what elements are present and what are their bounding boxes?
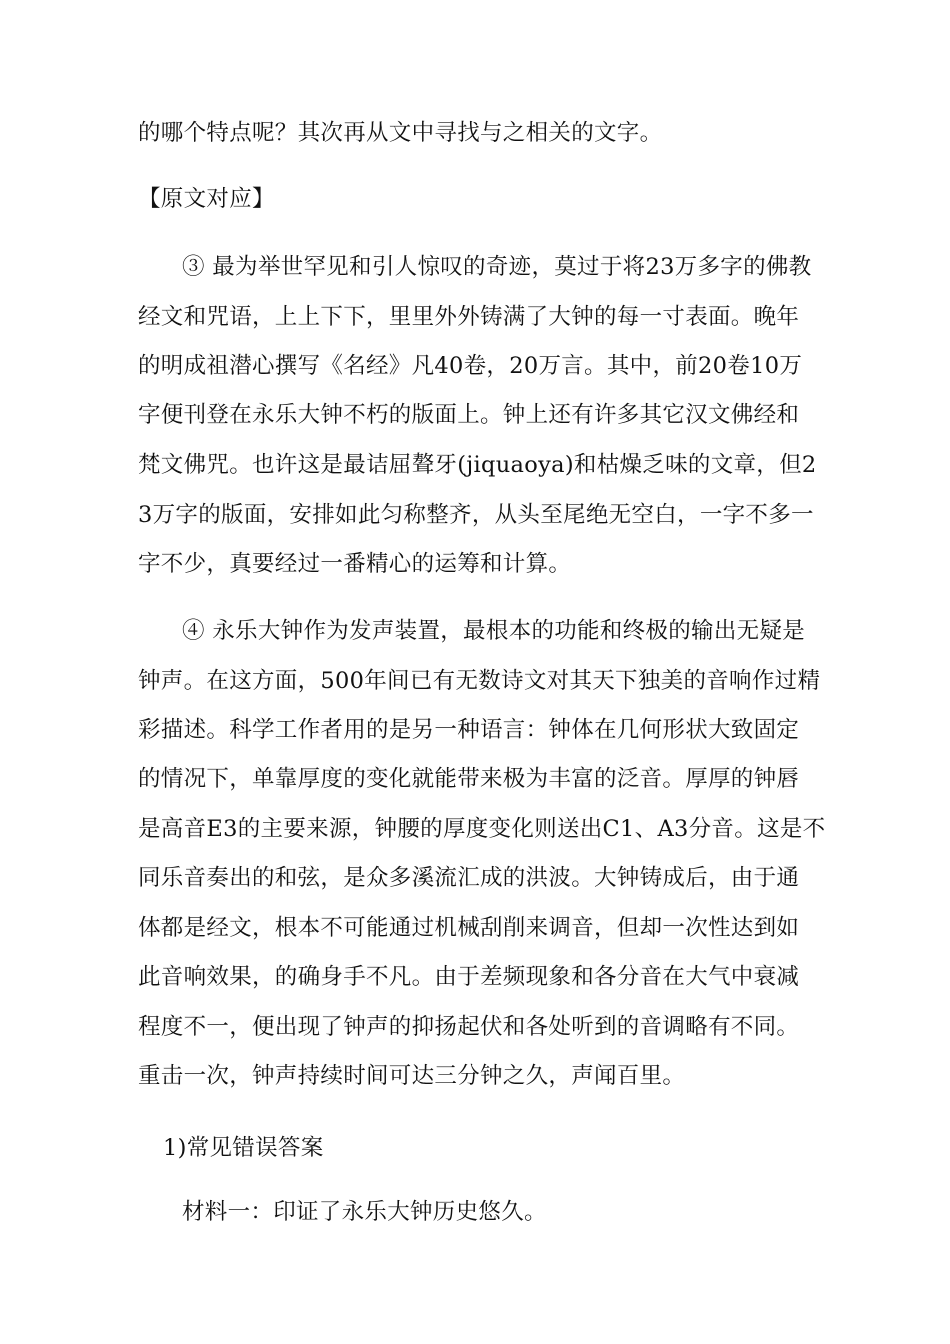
material-one-line: 材料一：印证了永乐大钟历史悠久。 xyxy=(182,1199,547,1225)
paragraph-line: 同乐音奏出的和弦，是众多溪流汇成的洪波。大钟铸成后，由于通 xyxy=(138,865,800,891)
paragraph-line: 字不少，真要经过一番精心的运筹和计算。 xyxy=(138,551,572,577)
paragraph-line: 体都是经文，根本不可能通过机械刮削来调音，但却一次性达到如 xyxy=(138,915,800,941)
paragraph-line: ④ 永乐大钟作为发声装置，最根本的功能和终极的输出无疑是 xyxy=(182,618,806,644)
errors-heading: 1)常见错误答案 xyxy=(163,1135,324,1161)
paragraph-line: 的情况下，单靠厚度的变化就能带来极为丰富的泛音。厚厚的钟唇 xyxy=(138,766,800,792)
intro-line: 的哪个特点呢？其次再从文中寻找与之相关的文字。 xyxy=(138,120,663,146)
paragraph-line: 的明成祖潜心撰写《名经》凡40卷，20万言。其中，前20卷10万 xyxy=(138,353,803,379)
paragraph-line: 此音响效果，的确身手不凡。由于差频现象和各分音在大气中衰减 xyxy=(138,964,800,990)
paragraph-line: 程度不一，便出现了钟声的抑扬起伏和各处听到的音调略有不同。 xyxy=(138,1014,800,1040)
paragraph-line: 钟声。在这方面，500年间已有无数诗文对其天下独美的音响作过精 xyxy=(138,668,821,694)
paragraph-line: 彩描述。科学工作者用的是另一种语言：钟体在几何形状大致固定 xyxy=(138,717,800,743)
section-heading: 【原文对应】 xyxy=(138,186,275,212)
paragraph-line: 3万字的版面，安排如此匀称整齐，从头至尾绝无空白，一字不多一 xyxy=(138,502,814,528)
paragraph-line: 是高音E3的主要来源，钟腰的厚度变化则送出C1、A3分音。这是不 xyxy=(138,816,826,842)
paragraph-line: 字便刊登在永乐大钟不朽的版面上。钟上还有许多其它汉文佛经和 xyxy=(138,402,800,428)
paragraph-line: 重击一次，钟声持续时间可达三分钟之久，声闻百里。 xyxy=(138,1063,686,1089)
paragraph-line: 经文和咒语，上上下下，里里外外铸满了大钟的每一寸表面。晚年 xyxy=(138,304,800,330)
paragraph-line: 梵文佛咒。也许这是最诘屈聱牙(jiquaoya)和枯燥乏味的文章，但2 xyxy=(138,452,817,478)
paragraph-line: ③ 最为举世罕见和引人惊叹的奇迹，莫过于将23万多字的佛教 xyxy=(182,254,812,280)
